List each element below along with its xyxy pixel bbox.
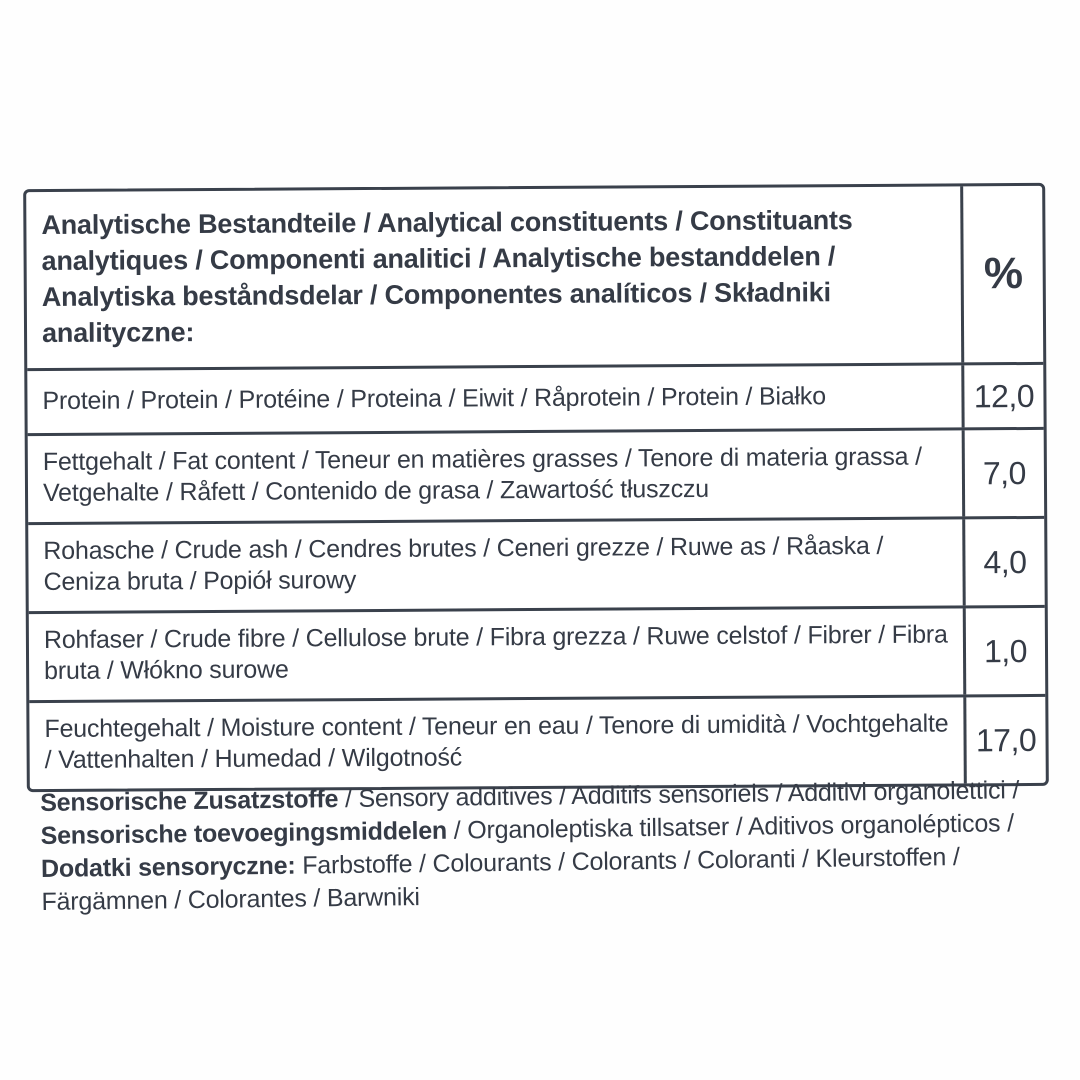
table-row-fat-content	[28, 427, 1045, 522]
table-row-protein	[27, 362, 1043, 433]
additives-segment: Dodatki sensoryczne:	[40, 851, 296, 883]
table-header-label: Analytische Bestandteile / Analytical constituents / Constituants analytiques / Componenti analitici / Analytische bestanddelen / Analytiska beståndsdelar / Componentes analíticos / Składniki analityczne:	[41, 205, 853, 349]
row-value: 12,0	[961, 365, 1043, 427]
additives-segment: / Organoleptiska tillsatser / Aditivos organolépticos /	[446, 809, 1015, 845]
row-label: Rohasche / Crude ash / Cendres brutes / Ceneri grezze / Ruwe as / Råaska / Ceniza bruta / Popiół surowy	[43, 531, 884, 597]
additives-segment: / Sensory additives / Additifs sensoriels / Additivi organolettici /	[338, 776, 1020, 814]
sensory-additives-paragraph	[40, 774, 1050, 919]
table-header-row	[26, 186, 1043, 368]
table-row-moisture-content	[29, 694, 1046, 789]
analytical-constituents-table	[23, 183, 1049, 792]
row-value: 17,0	[963, 697, 1046, 783]
additives-segment: Sensorische Zusatzstoffe	[40, 785, 339, 817]
row-value: 4,0	[962, 519, 1045, 605]
table-row-crude-ash	[28, 516, 1045, 611]
row-label: Fettgehalt / Fat content / Teneur en matières grasses / Tenore di materia grassa / Vetgehalte / Råfett / Contenido de grasa / Zawartość tłuszczu	[42, 442, 922, 508]
additives-segment: Farbstoffe / Colourants / Colorants / Coloranti / Kleurstoffen / Färgämnen / Colorantes / Barwniki	[41, 842, 960, 916]
table-header-unit-percent: %	[960, 186, 1043, 362]
row-label: Feuchtegehalt / Moisture content / Teneur en eau / Tenore di umidità / Vochtgehalte / Vattenhalten / Humedad / Wilgotność	[44, 709, 949, 775]
row-label: Rohfaser / Crude fibre / Cellulose brute / Fibra grezza / Ruwe celstof / Fibrer / Fibra bruta / Włókno surowe	[43, 620, 948, 686]
row-value: 1,0	[963, 608, 1046, 694]
row-value: 7,0	[962, 430, 1045, 516]
row-label: Protein / Protein / Protéine / Proteina / Eiwit / Råprotein / Protein / Białko	[42, 381, 826, 415]
additives-segment: Sensorische toevoegingsmiddelen	[40, 816, 448, 850]
table-row-crude-fibre	[29, 605, 1046, 700]
